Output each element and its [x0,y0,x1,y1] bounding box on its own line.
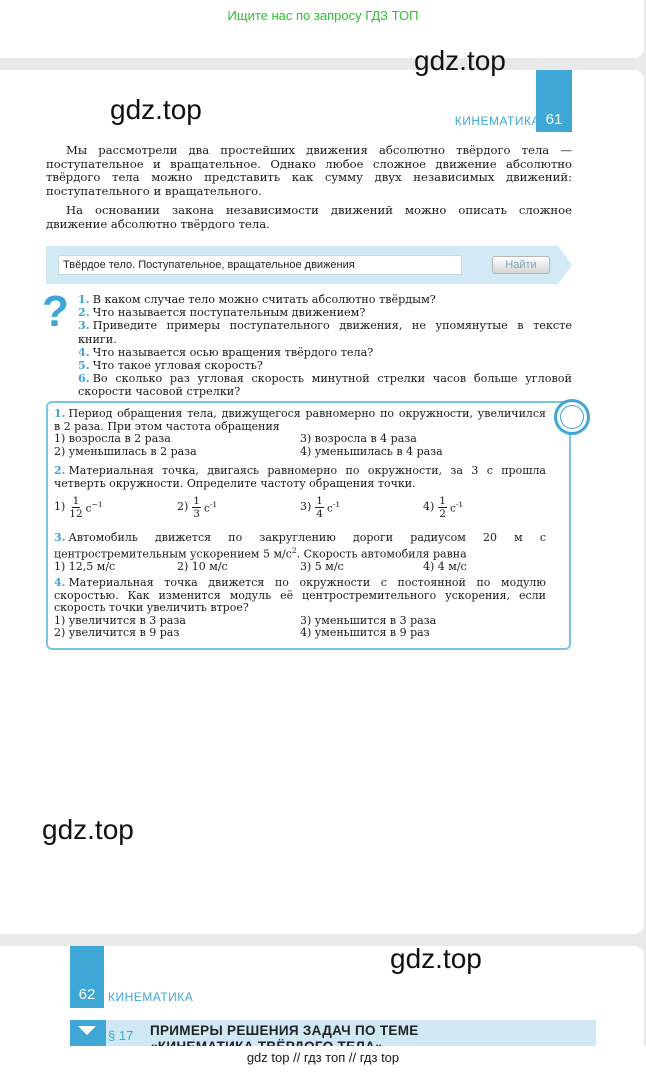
task-stem [54,408,546,433]
answer-option [177,495,300,520]
question-number: 4. [78,344,90,359]
exam-tasks-box [46,401,571,650]
answer-option: 3) уменьшится в 3 раза [300,613,437,627]
task-text: Материальная точка, двигаясь равномерно по окружности, за 3 с прошла четверть окружности. Определите частоту обращения точки. [54,464,546,490]
unit [450,499,463,515]
fraction-numerator: 1 [72,494,80,507]
answer-option: 3) возросла в 4 раза [300,432,417,446]
question-item [78,319,572,345]
fraction-denominator: 4 [316,507,323,520]
unit-exponent: -1 [455,500,464,510]
question-number: 3. [78,318,90,333]
unit-exponent: -1 [209,500,218,510]
question-text: В каком случае тело можно считать абсолютно твёрдым? [92,293,436,306]
option-label: 3) [300,499,312,513]
unit [327,499,340,515]
task-number: 2. [54,464,66,477]
fraction-denominator: 2 [439,507,446,520]
question-item [78,359,572,372]
task-options [54,615,546,640]
body-paragraph: На основании закона независимости движений можно описать сложное движение абсолютно твёрдого тела. [46,203,572,231]
page-number-badge: 61 [536,70,572,132]
exam-task-2 [54,465,546,522]
exam-task-4 [54,577,546,640]
search-input[interactable]: Твёрдое тело. Поступательное, вращательное движения [58,255,462,275]
option-label: 1) [54,499,66,513]
question-item [78,293,572,306]
question-text: Во сколько раз угловая скорость минутной стрелки часов больше угловой скорости часовой стрелки? [78,372,572,399]
search-banner-arrow [558,246,572,284]
watermark: gdz.top [414,45,506,76]
fraction-denominator: 3 [193,507,200,520]
task-number: 4. [54,576,66,589]
answer-option: 3) 5 м/с [300,559,344,573]
ege-exam-icon [554,399,590,435]
task-exponent: 2 [291,545,297,555]
question-text: Что называется поступательным движением? [92,306,366,320]
unit [86,499,103,515]
textbook-page-61 [0,45,644,934]
unit-symbol: с [203,502,210,515]
fraction-numerator: 1 [439,494,446,507]
watermark: gdz.top [390,943,482,974]
answer-option: 2) увеличится в 9 раз [54,626,180,640]
answer-option: 1) 12,5 м/с [54,559,116,573]
fraction [69,495,82,520]
fraction-numerator: 1 [316,494,323,507]
section-header: КИНЕМАТИКА [454,114,540,128]
question-text: Что такое угловая скорость? [92,359,263,373]
task-text: Материальная точка движется по окружности с постоянной по модулю скоростью. Как изменится модуль её центростремительного ускорения, если скорость точки увеличить втрое? [54,576,546,615]
unit-symbol: с [326,502,333,515]
answer-option: 4) уменьшится в 9 раз [300,626,430,640]
graduation-cap-icon [70,1020,106,1046]
page-number-badge: 62 [70,946,104,1008]
answer-option [54,495,177,520]
answer-option: 4) уменьшилась в 4 раза [300,444,443,458]
watermark: gdz.top [42,814,134,845]
question-mark-icon: ? [42,287,69,336]
body-paragraph: Мы рассмотрели два простейших движения абсолютно твёрдого тела — поступательное и вращательное. Однако любое сложное движение абсолютно твёрдого тела можно представить как сумму двух независимых движений: поступательного и вращательного. [46,143,572,198]
watermark: gdz.top [110,94,202,125]
unit-exponent: −1 [91,500,103,510]
task-text: Автомобиль движется по закруглению дороги радиусом 20 м с центростремительным ускорением 5 м/с [54,531,546,561]
fraction-denominator: 12 [69,507,83,520]
answer-option: 2) уменьшилась в 2 раза [54,444,197,458]
question-text: Приведите примеры поступательного движения, не упомянутые в тексте книги. [78,319,572,346]
ege-icon-ring [560,405,584,429]
unit-symbol: с [449,502,456,515]
option-label: 2) [177,499,189,513]
fraction-numerator: 1 [193,494,200,507]
unit-exponent: -1 [332,500,341,510]
top-ad-bar [0,0,646,60]
task-stem [54,465,546,490]
answer-option: 2) 10 м/с [177,559,228,573]
question-text: Что называется осью вращения твёрдого тела? [92,345,374,359]
answer-option: 4) 4 м/с [423,559,467,573]
exam-task-1 [54,408,546,458]
task-options [54,561,546,574]
question-number: 1. [78,292,90,306]
top-ad-link[interactable]: Ищите нас по запросу ГДЗ ТОП [227,8,419,23]
question-item [78,372,572,398]
task-options [54,492,546,522]
answer-option [423,495,546,520]
fraction [192,495,201,520]
task-number: 3. [54,531,66,544]
option-label: 4) [423,499,435,513]
section-header: КИНЕМАТИКА [108,990,194,1004]
question-number: 2. [78,305,90,320]
review-questions [78,293,572,399]
task-stem [54,532,546,561]
fraction [438,495,447,520]
paragraph-number: § 17 [108,1028,134,1043]
chapter-title-line: ПРИМЕРЫ РЕШЕНИЯ ЗАДАЧ ПО ТЕМЕ [150,1023,419,1038]
question-item [78,306,572,319]
task-number: 1. [54,407,66,420]
search-button[interactable]: Найти [492,256,550,274]
textbook-page-62 [0,943,644,1046]
task-text-end: . Скорость автомобиля равна [296,547,467,561]
unit-symbol: с [85,502,92,515]
answer-option [300,495,423,520]
exam-task-3 [54,532,546,573]
task-text: Период обращения тела, движущегося равномерно по окружности, увеличился в 2 раза. При этом частота обращения [54,407,546,433]
answer-option: 1) увеличится в 3 раза [54,613,186,627]
question-number: 6. [78,371,90,386]
question-number: 5. [78,358,90,373]
search-banner [46,246,572,284]
task-stem [54,577,546,615]
task-options [54,433,546,458]
answer-option: 1) возросла в 2 раза [54,432,171,446]
footer-links[interactable]: gdz top // гдз топ // гдз top [0,1046,646,1076]
fraction [315,495,324,520]
question-item [78,346,572,359]
unit [204,499,217,515]
